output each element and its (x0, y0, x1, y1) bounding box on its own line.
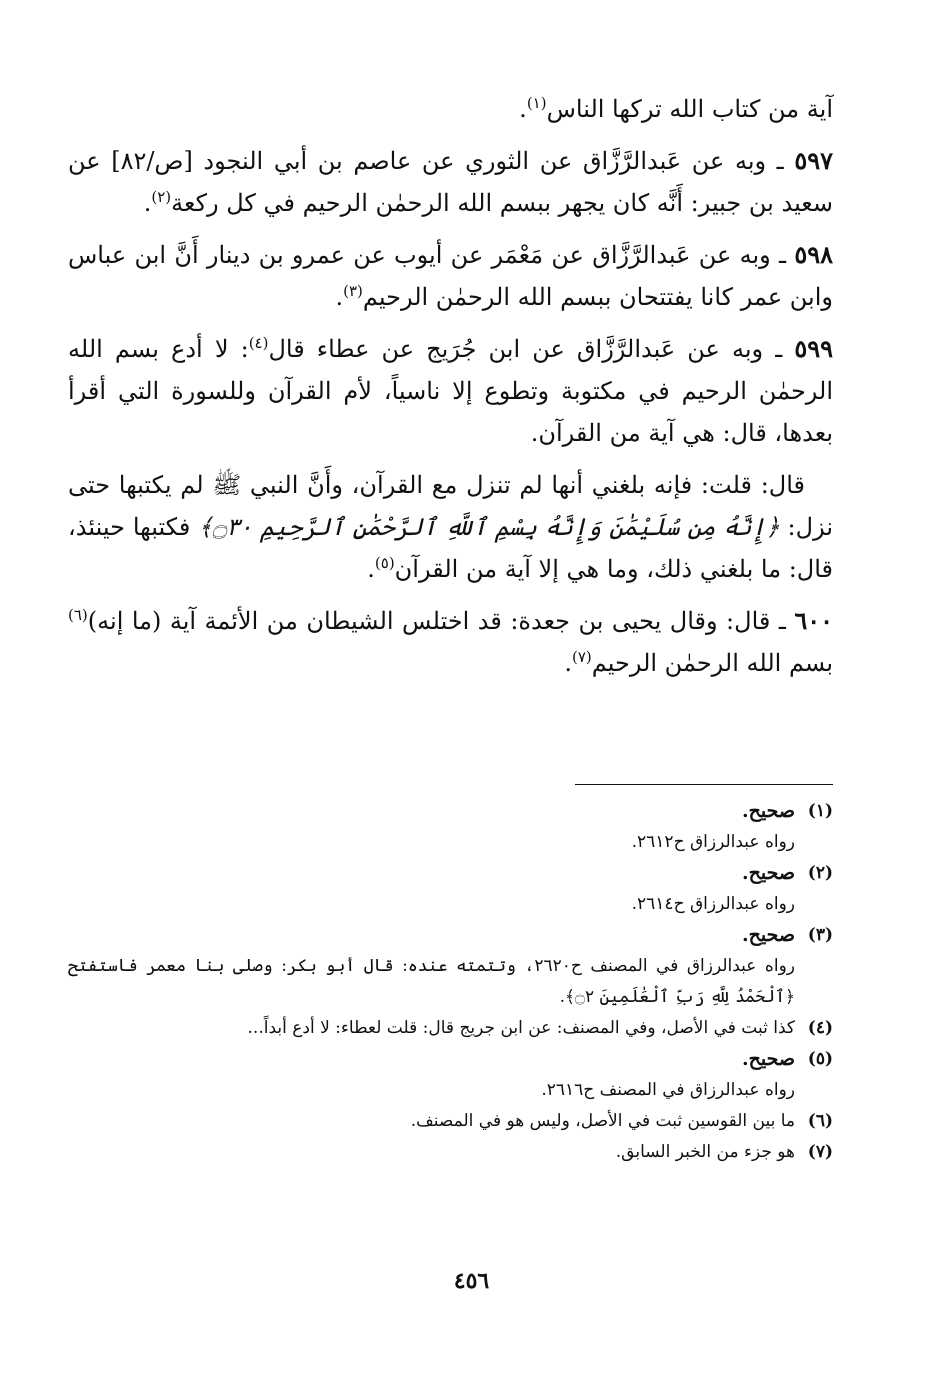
page-number: ٤٥٦ (453, 1268, 490, 1294)
paragraph-intro (68, 88, 833, 130)
footnote-number: (٥) (807, 1049, 833, 1069)
footnote-text: هو جزء من الخبر السابق. (615, 1142, 795, 1162)
paragraph-end: . (519, 95, 527, 123)
footnote (68, 796, 833, 858)
hadith-599-continued (68, 464, 833, 590)
paragraph-text: قال: قلت: فإنه بلغني أنها لم تنزل مع القرآن، وأَنَّ النبي ﷺ لم يكتبها حتى نزل: (68, 471, 834, 541)
hadith-597 (68, 140, 833, 224)
footnote-ref: (٤) (248, 334, 269, 352)
footnote-body (68, 1013, 795, 1044)
footnote-ref: (٧) (572, 648, 592, 666)
quran-verse: ﴿إِنَّهُ مِن سُلَيْمَٰنَ وَإِنَّهُ بِسْمِ ٱللَّهِ ٱلرَّحْمَٰنِ ٱلرَّحِيمِ ۝٣٠﴾ (198, 513, 780, 541)
footnote-text: رواه عبدالرزاق في المصنف ح٢٦٢٠، وتتمته عنده: قال أبو بكر: وصلى بنا معمر فاستفتح ﴿ٱلْحَمْدُ لِلَّهِ رَبِّ ٱلْعَٰلَمِينَ ۝٢﴾. (68, 956, 795, 1007)
hadith-text: ـ وبه عن عَبدالرَّزَّاق عن ابن جُرَيج عن عطاء قال (268, 335, 795, 363)
footnote-number: (١) (807, 801, 833, 821)
footnote-number: (٦) (807, 1111, 833, 1131)
paragraph-text: آية من كتاب الله تركها الناس (546, 95, 833, 123)
footnote-text: ما بين القوسين ثبت في الأصل، وليس هو في المصنف. (410, 1111, 795, 1131)
footnote-body (68, 1044, 795, 1106)
hadith-text: ـ وبه عن عَبدالرَّزَّاق عن مَعْمَر عن أيوب عن عمرو بن دينار أَنَّ ابن عباس وابن عمر كانا يفتتحان ببسم الله الرحمٰن الرحيم (68, 241, 833, 311)
hadith-text: ـ قال: وقال يحيى بن جعدة: قد اختلس الشيطان من الأئمة آية (ما إنه) (87, 607, 795, 635)
hadith-text: ـ وبه عن عَبدالرَّزَّاق عن الثوري عن عاصم بن أبي النجود [ص/٨٢] عن سعيد بن جبير: أَنَّه كان يجهر ببسم الله الرحمٰن الرحيم في كل ركعة (68, 147, 833, 217)
footnote-text: رواه عبدالرزاق ح٢٦١٤. (631, 894, 795, 914)
hadith-600 (68, 600, 833, 684)
hadith-number: ٦٠٠ (794, 606, 833, 635)
footnote (68, 920, 833, 1013)
footnote-grade: صحيح. (741, 862, 795, 884)
footnote-ref: (٥) (374, 554, 395, 572)
paragraph-end: . (564, 649, 572, 677)
footnote-number: (٧) (807, 1142, 833, 1162)
footnote-text: رواه عبدالرزاق ح٢٦١٢. (631, 832, 795, 852)
footnote-grade: صحيح. (741, 1048, 795, 1070)
footnote-body (68, 858, 795, 920)
paragraph-text-cont: فكتبها حينئذ، قال: ما بلغني ذلك، وما هي إلا آية من القرآن (68, 513, 833, 583)
footnote-grade: صحيح. (741, 924, 795, 946)
footnote-text: رواه عبدالرزاق في المصنف ح٢٦١٦. (541, 1080, 795, 1100)
footnote (68, 1044, 833, 1106)
paragraph-end: . (143, 189, 152, 217)
footnote-ref: (٣) (343, 282, 363, 300)
footnote (68, 858, 833, 920)
footnote-text: كذا ثبت في الأصل، وفي المصنف: عن ابن جريج قال: قلت لعطاء: لا أدع أبداً... (247, 1018, 795, 1038)
paragraph-end: . (335, 283, 344, 311)
hadith-599 (68, 328, 833, 454)
footnote-body (68, 1106, 795, 1137)
footnote (68, 1106, 833, 1137)
main-text (68, 88, 833, 694)
hadith-number: ٥٩٧ (794, 146, 833, 175)
footnote (68, 1137, 833, 1168)
footnote-number: (٣) (807, 925, 833, 945)
footnote-body (68, 1137, 795, 1168)
hadith-598 (68, 234, 833, 318)
footnote-number: (٢) (807, 863, 833, 883)
footnote-number: (٤) (807, 1018, 833, 1038)
footnote-body (68, 920, 795, 1013)
paragraph-end: . (367, 555, 375, 583)
footnote (68, 1013, 833, 1044)
footnote-grade: صحيح. (741, 800, 795, 822)
hadith-text-cont: : لا أدع بسم الله الرحمٰن الرحيم في مكتوبة وتطوع إلا ناسياً، لأم القرآن وللسورة التي أقرأ بعدها، قال: هي آية من القرآن. (68, 335, 833, 447)
footnote-ref: (٢) (151, 188, 172, 206)
footnotes (68, 796, 833, 1168)
footnote-separator (575, 784, 833, 785)
hadith-number: ٥٩٨ (794, 240, 833, 269)
footnote-body (68, 796, 795, 858)
footnote-ref: (٦) (68, 606, 88, 624)
footnote-ref: (١) (526, 94, 547, 112)
hadith-text-cont: بسم الله الرحمٰن الرحيم (591, 649, 833, 677)
hadith-number: ٥٩٩ (794, 334, 833, 363)
